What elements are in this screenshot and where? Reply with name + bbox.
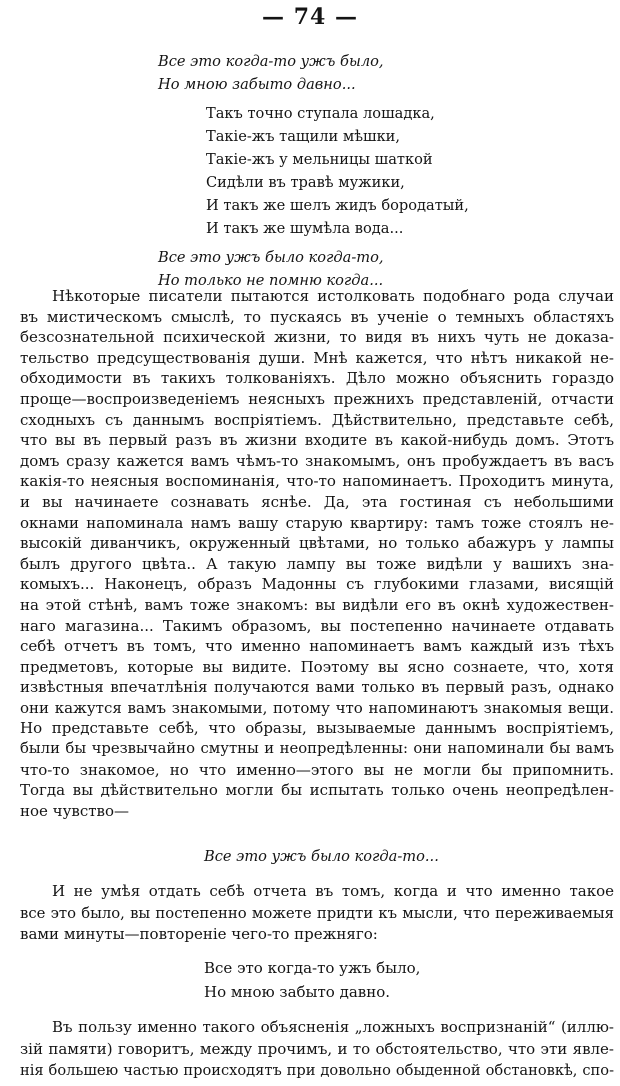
text-line: были бы чрезвычайно смутны и неопредѣленны: они напоминали бы вамъ [20,740,614,758]
text-line: что вы въ первый разъ въ жизни входите въ какой-нибудь домъ. Этотъ [20,431,614,450]
text-line: извѣстныя впечатлѣнія получаются вами только въ первый разъ, однако [20,678,614,697]
text-line: все это было, вы постепенно можете придти къ мысли, что переживаемыя [20,904,614,922]
text-line: себѣ отчетъ въ томъ, что именно напоминаетъ вамъ каждый изъ тѣхъ [20,637,614,656]
text-line: нія большею частью происходятъ при довольно обыденной обстановкѣ, спо- [20,1062,614,1079]
verse-line: Сидѣли въ травѣ мужики, [206,174,405,191]
verse-line: Но мною забыто давно... [158,76,356,93]
verse-line: Все это когда-то ужъ было, [158,53,384,70]
verse-line: И такъ же шумѣла вода... [206,220,404,237]
paragraph-third [20,1016,614,1082]
text-line: комыхъ... Наконецъ, образъ Мадонны съ глубокими глазами, висящій [20,575,614,594]
text-line: обходимости въ такихъ толкованіяхъ. Дѣло можно объяснить гораздо [20,369,614,388]
text-line: Нѣкоторые писатели пытаются истолковать подобнаго рода случаи [52,287,614,305]
text-line: наго магазина... Такимъ образомъ, вы постепенно начинаете отдавать [20,616,614,635]
text-line: Тогда вы дѣйствительно могли бы испытать только очень неопредѣлен- [20,781,614,800]
verse-line: Все это ужъ было когда-то, [158,249,384,266]
verse-line: Такіе-жъ тащили мѣшки, [206,128,401,145]
text-line: Но представьте себѣ, что образы, вызываемые даннымъ воспріятіемъ, [20,719,614,738]
text-line: и вы начинаете сознавать яснѣе. Да, эта гостиная съ небольшими [20,492,614,511]
text-line: проще—воспроизведеніемъ неясныхъ прежнихъ представленій, отчасти [20,389,614,408]
text-line: высокій диванчикъ, окруженный цвѣтами, но только абажуръ у лампы [20,534,614,553]
verse-line: И такъ же шелъ жидъ бородатый, [206,197,469,214]
poem-repeat [204,956,420,1004]
verse-line: Такъ точно ступала лошадка, [206,105,435,122]
text-line: ное чувство— [20,801,130,820]
verse-line: Такіе-жъ у мельницы шаткой [206,151,433,168]
text-line: Въ пользу именно такого объясненія „ложныхъ воспризнаній“ (иллю- [52,1018,614,1036]
poem-excerpt [158,50,578,292]
text-line: въ мистическомъ смыслѣ, то пускаясь въ ученіе о темныхъ областяхъ [20,307,614,326]
text-line: сходныхъ съ даннымъ воспріятіемъ. Дѣйствительно, представьте себѣ, [20,410,614,429]
quote-line: Все это ужъ было когда-то... [204,848,439,865]
verse-line: Но только не помню когда... [158,272,384,289]
page-number: — 74 — [262,4,358,30]
text-line: тельство предсуществованія души. Мнѣ кажется, что нѣтъ никакой не- [20,348,614,367]
text-line: И не умѣя отдать себѣ отчета въ томъ, когда и что именно такое [52,882,614,900]
text-line: на этой стѣнѣ, вамъ тоже знакомъ: вы видѣли его въ окнѣ художествен- [20,595,614,614]
verse-line: Но мною забыто давно. [204,983,391,1001]
paragraph-main [20,286,614,821]
text-line: зій памяти) говоритъ, между прочимъ, и то обстоятельство, что эти явле- [20,1040,614,1058]
text-line: былъ другого цвѣта.. А такую лампу вы тоже видѣли у вашихъ зна- [20,554,614,573]
text-line: домъ сразу кажется вамъ чѣмъ-то знакомымъ, онъ пробуждаетъ въ васъ [20,451,614,470]
text-line: они кажутся вамъ знакомыми, потому что напоминаютъ знакомыя вещи. [20,698,614,717]
text-line: безсознательной психической жизни, то видя въ нихъ чуть не доказа- [20,328,614,347]
paragraph-second [20,881,614,946]
text-line: предметовъ, которые вы видите. Поэтому вы ясно сознаете, что, хотя [20,657,614,676]
text-line: окнами напоминала намъ вашу старую квартиру: тамъ тоже стоялъ не- [20,513,614,532]
text-line: какія-то неясныя воспоминанія, что-то напоминаетъ. Проходитъ минута, [20,472,614,491]
verse-line: Все это когда-то ужъ было, [204,959,421,977]
text-line: что-то знакомое, но что именно—этого вы не могли бы припомнить. [20,760,614,779]
text-line: вами минуты—повтореніе чего-то прежняго: [20,925,378,943]
